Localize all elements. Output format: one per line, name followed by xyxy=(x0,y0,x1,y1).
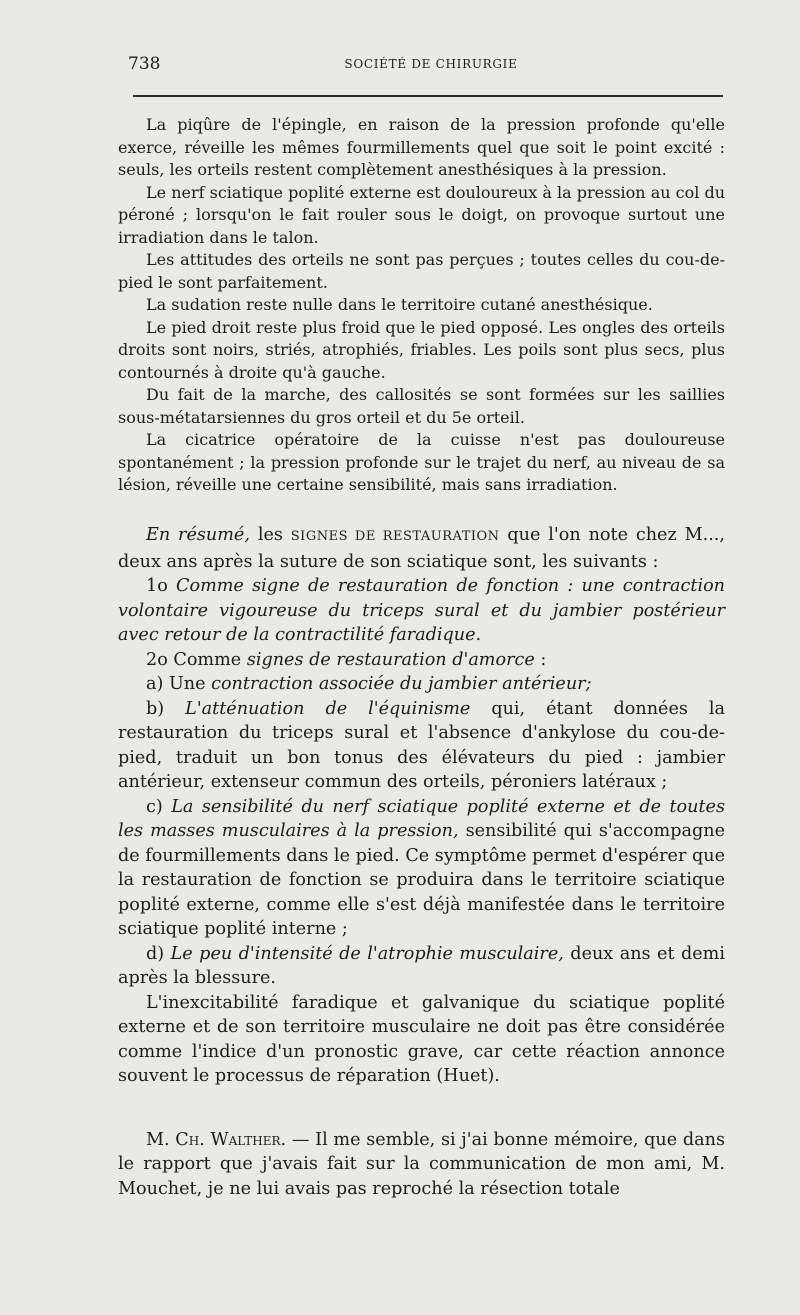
page-number: 738 xyxy=(128,54,161,74)
running-title: SOCIÉTÉ DE CHIRURGIE xyxy=(344,57,518,71)
summary-intro: En résumé, les SIGNES DE RESTAURATION que l'on note chez M..., deux ans après la suture de son sciatique sont, les suivants : xyxy=(118,525,725,572)
observation-paragraph: La sudation reste nulle dans le territoire cutané anesthésique. xyxy=(146,295,653,314)
summary-conclusion: L'inexcitabilité faradique et galvanique du sciatique poplité externe et de son territoire musculaire ne doit pas être considérée comme l'indice d'un pronostic grave, car cette réaction annonce souvent le processus de réparation (Huet). xyxy=(118,992,725,1086)
observation-section xyxy=(118,114,725,497)
observation-paragraph: Le pied droit reste plus froid que le pied opposé. Les ongles des orteils droits sont noirs, striés, atrophiés, friables. Les poils sont plus secs, plus contournés à droite qu'à gauche. xyxy=(118,317,725,382)
summary-item-b: b) L'atténuation de l'équinisme qui, étant données la restauration du triceps sural et l'absence d'ankylose du cou-de-pied, traduit un bon tonus des élévateurs du pied : jambier antérieur, extenseur commun des orteils, péroniers latéraux ; xyxy=(118,698,725,792)
summary-item-d: d) Le peu d'intensité de l'atrophie musculaire, deux ans et demi après la blessure. xyxy=(118,943,725,988)
observation-paragraph: Les attitudes des orteils ne sont pas perçues ; toutes celles du cou-de-pied le sont parfaitement. xyxy=(118,250,725,292)
observation-paragraph: La piqûre de l'épingle, en raison de la pression profonde qu'elle exerce, réveille les mêmes fourmillements quel que soit le point excité : seuls, les orteils restent complètement anesthésiques à la pression. xyxy=(118,115,725,179)
summary-item-2: 2o Comme signes de restauration d'amorce : xyxy=(146,649,547,670)
summary-item-c: c) La sensibilité du nerf sciatique poplité externe et de toutes les masses musculaires à la pression, sensibilité qui s'accompagne de fourmillements dans le pied. Ce symptôme permet d'espérer que la restauration de fonction se produira dans le territoire sciatique poplité externe, comme elle s'est déjà manifestée dans le territoire sciatique poplité interne ; xyxy=(118,796,725,939)
small-caps-term: SIGNES DE RESTAURATION xyxy=(290,529,500,544)
observation-paragraph: Le nerf sciatique poplité externe est douloureux à la pression au col du péroné ; lorsqu'on le fait rouler sous le doigt, on provoque surtout une irradiation dans le talon. xyxy=(118,182,725,247)
discussion-section xyxy=(118,1128,725,1201)
page-header xyxy=(128,54,724,78)
speaker-name: M. Ch. Walther. xyxy=(146,1130,287,1150)
observation-paragraph: La cicatrice opératoire de la cuisse n'est pas douloureuse spontanément ; la pression profonde sur le trajet du nerf, au niveau de sa lésion, réveille une certaine sensibilité, mais sans irradiation. xyxy=(118,430,725,494)
discussion-paragraph: M. Ch. Walther. — Il me semble, si j'ai bonne mémoire, que dans le rapport que j'avais fait sur la communication de mon ami, M. Mouchet, je ne lui avais pas reproché la résection totale xyxy=(118,1130,725,1199)
summary-item-1: 1o Comme signe de restauration de fonction : une contraction volontaire vigoureuse du triceps sural et du jambier postérieur avec retour de la contractilité faradique. xyxy=(118,576,725,645)
observation-paragraph: Du fait de la marche, des callosités se sont formées sur les saillies sous-métatarsiennes du gros orteil et du 5e orteil. xyxy=(118,385,725,427)
summary-section xyxy=(118,523,725,1089)
summary-item-a: a) Une contraction associée du jambier antérieur; xyxy=(146,674,592,694)
header-rule xyxy=(133,95,723,97)
summary-lead: En résumé, xyxy=(146,525,250,545)
